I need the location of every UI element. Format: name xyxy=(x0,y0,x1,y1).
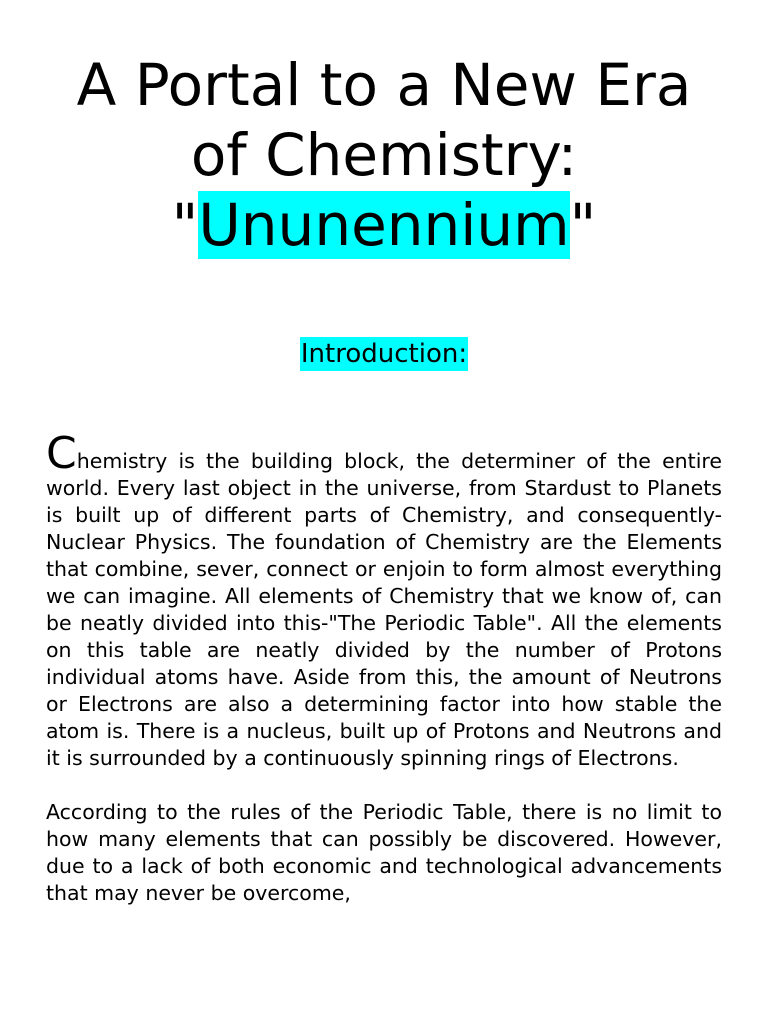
section-heading-wrap xyxy=(0,337,768,371)
title-quote-open: " xyxy=(171,191,199,259)
body-text xyxy=(46,428,722,934)
title-line-3 xyxy=(0,190,768,260)
drop-cap-initial: C xyxy=(46,428,77,479)
title-line-2: of Chemistry: xyxy=(190,121,578,189)
paragraph-1-text: hemistry is the building block, the determiner of the entire world. Every last object in the universe, from Stardust to Planets is built up of different parts of Chemistry, and consequently-Nuclear Physics. The foundation of Chemistry are the Elements that combine, sever, connect or enjoin to form almost everything we can imagine. All elements of Chemistry that we know of, can be neatly divided into this-"The Periodic Table". All the elements on this table are neatly divided by the number of Protons individual atoms have. Aside from this, the amount of Neutrons or Electrons are also a determining factor into how stable the atom is. There is a nucleus, built up of Protons and Neutrons and it is surrounded by a continuously spinning rings of Electrons. xyxy=(46,449,722,770)
section-heading-introduction: Introduction: xyxy=(300,339,468,369)
title-highlighted-word: Ununennium xyxy=(198,191,570,259)
document-title xyxy=(0,50,768,260)
title-line-1: A Portal to a New Era xyxy=(76,51,692,119)
paragraph-2: According to the rules of the Periodic Table, there is no limit to how many elements that can possibly be discovered. However, due to a lack of both economic and technological advancements that may never be overcome, xyxy=(46,800,722,905)
title-quote-close: " xyxy=(569,191,597,259)
paragraph-1 xyxy=(46,428,722,772)
